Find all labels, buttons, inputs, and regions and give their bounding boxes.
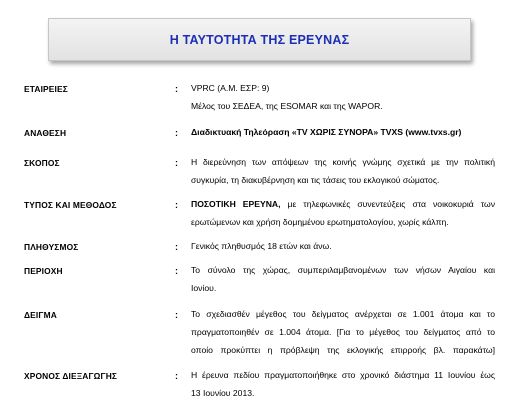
value-line — [191, 195, 495, 213]
value-commission — [191, 123, 495, 141]
value-purpose — [191, 153, 495, 189]
method-bold-lead: ΠΟΣΟΤΙΚΗ ΕΡΕΥΝΑ, — [191, 199, 281, 209]
label-period: ΧΡΟΝΟΣ ΔΙΕΞΑΓΩΓΗΣ — [24, 371, 118, 381]
method-line-rest: με τηλεφωνικές συνεντεύξεις στα νοικοκυριά των — [280, 199, 495, 209]
label-companies: ΕΤΑΙΡΕΙΕΣ — [24, 84, 68, 94]
value-line: οποίο προκύπτει η πρόβλεψη της εκλογικής επιρροής βλ. παρακάτω] — [191, 345, 495, 355]
colon: : — [175, 128, 178, 138]
value-line: 13 Ιουνίου 2013. — [191, 388, 255, 398]
colon: : — [175, 242, 178, 252]
value-line: πραγματοποιηθέν σε 1.004 άτομα. [Για το μέγεθος του δείγματος από το — [191, 327, 495, 337]
label-population: ΠΛΗΘΥΣΜΟΣ — [24, 242, 79, 252]
label-method: ΤΥΠΟΣ ΚΑΙ ΜΕΘΟΔΟΣ — [24, 200, 117, 210]
value-line: Διαδικτυακή Τηλεόραση «TV ΧΩΡΙΣ ΣΥΝΟΡΑ» TVXS (www.tvxs.gr) — [191, 127, 462, 137]
colon: : — [175, 310, 178, 320]
value-line: Το σύνολο της χώρας, συμπεριλαμβανομένων των νήσων Αιγαίου και — [191, 265, 495, 275]
value-line: Το σχεδιασθέν μέγεθος του δείγματος ανέρχεται σε 1.001 άτομα και το — [191, 309, 495, 319]
colon: : — [175, 266, 178, 276]
value-line: Μέλος του ΣΕΔΕΑ, της ESOMAR και της WAPOR. — [191, 101, 383, 111]
page-title: Η ΤΑΥΤΟΤΗΤΑ ΤΗΣ ΕΡΕΥΝΑΣ — [169, 32, 350, 47]
value-area — [191, 261, 495, 297]
label-area: ΠΕΡΙΟΧΗ — [24, 266, 63, 276]
colon: : — [175, 371, 178, 381]
value-line: Γενικός πληθυσμός 18 ετών και άνω. — [191, 241, 332, 251]
value-line: Η έρευνα πεδίου πραγματοποιήθηκε στο χρονικό διάστημα 11 Ιουνίου έως — [191, 370, 495, 380]
value-sample — [191, 305, 495, 359]
value-period — [191, 366, 495, 402]
label-commission: ΑΝΑΘΕΣΗ — [24, 128, 67, 138]
value-population — [191, 237, 495, 255]
label-purpose: ΣΚΟΠΟΣ — [24, 158, 60, 168]
value-line: συγκυρία, τη διακυβέρνηση και τις τάσεις του εκλογικού σώματος. — [191, 175, 440, 185]
title-box — [48, 18, 471, 61]
colon: : — [175, 84, 178, 94]
value-line: ερωτώμενων και χρήση δομημένου ερωτηματολογίου, χωρίς κάλπη. — [191, 217, 449, 227]
colon: : — [175, 200, 178, 210]
value-method — [191, 195, 495, 231]
value-companies — [191, 79, 495, 115]
value-line: Η διερεύνηση των απόψεων της κοινής γνώμης σχετικά με την πολιτική — [191, 157, 495, 167]
value-line: Ιονίου. — [191, 283, 217, 293]
colon: : — [175, 158, 178, 168]
label-sample: ΔΕΙΓΜΑ — [24, 310, 57, 320]
value-line: VPRC (Α.Μ. ΕΣΡ: 9) — [191, 83, 270, 93]
